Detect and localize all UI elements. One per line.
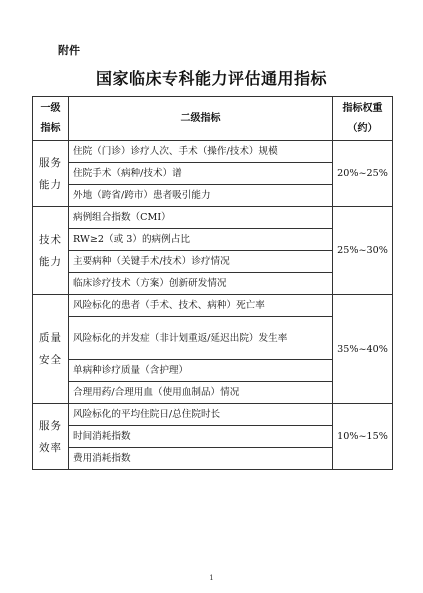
document-title: 国家临床专科能力评估通用指标 [95, 69, 327, 88]
category-service-capacity [33, 141, 69, 207]
indicator-cell: 风险标化的并发症（非计划重返/延迟出院）发生率 [69, 317, 333, 360]
category-service-efficiency [33, 404, 69, 470]
indicator-cell: 合理用药/合理用血（使用血制品）情况 [69, 382, 333, 404]
category-line: 效率 [39, 441, 62, 454]
category-technical-capacity [33, 207, 69, 295]
header-level2: 二级指标 [69, 97, 333, 141]
header-weight-line2: （约） [347, 122, 378, 134]
category-line: 技术 [39, 233, 62, 246]
category-line: 服务 [39, 156, 62, 169]
indicator-cell: RW≥2（或 3）的病例占比 [69, 229, 333, 251]
table-header-row [33, 97, 393, 141]
header-weight-line1: 指标权重 [342, 102, 383, 114]
indicator-cell: 风险标化的平均住院日/总住院时长 [69, 404, 333, 426]
header-weight [333, 97, 393, 141]
indicator-cell: 时间消耗指数 [69, 426, 333, 448]
indicator-cell: 临床诊疗技术（方案）创新研发情况 [69, 273, 333, 295]
page-number: 1 [209, 574, 214, 582]
indicator-cell: 风险标化的患者（手术、技术、病种）死亡率 [69, 295, 333, 317]
table-row [33, 295, 393, 317]
header-level1-line2: 指标 [40, 122, 61, 134]
indicator-table [32, 96, 393, 470]
indicator-cell: 病例组合指数（CMI） [69, 207, 333, 229]
category-line: 服务 [39, 419, 62, 432]
header-level1-line1: 一级 [40, 102, 61, 114]
indicator-cell: 单病种诊疗质量（含护理） [69, 360, 333, 382]
indicator-cell: 主要病种（关键手术/技术）诊疗情况 [69, 251, 333, 273]
table-row [33, 207, 393, 229]
category-quality-safety [33, 295, 69, 404]
category-line: 能力 [39, 255, 62, 268]
indicator-cell: 住院手术（病种/技术）谱 [69, 163, 333, 185]
weight-cell: 35%~40% [333, 295, 393, 404]
category-line: 安全 [39, 354, 62, 366]
table-row [33, 141, 393, 163]
attachment-label: 附件 [58, 44, 80, 57]
category-line: 能力 [39, 178, 62, 191]
category-line: 质量 [39, 332, 62, 344]
table-row [33, 404, 393, 426]
weight-cell: 25%~30% [333, 207, 393, 295]
indicator-cell: 住院（门诊）诊疗人次、手术（操作/技术）规模 [69, 141, 333, 163]
indicator-cell: 外地（跨省/跨市）患者吸引能力 [69, 185, 333, 207]
header-level1 [33, 97, 69, 141]
weight-cell: 10%~15% [333, 404, 393, 470]
weight-cell: 20%~25% [333, 141, 393, 207]
indicator-cell: 费用消耗指数 [69, 448, 333, 470]
